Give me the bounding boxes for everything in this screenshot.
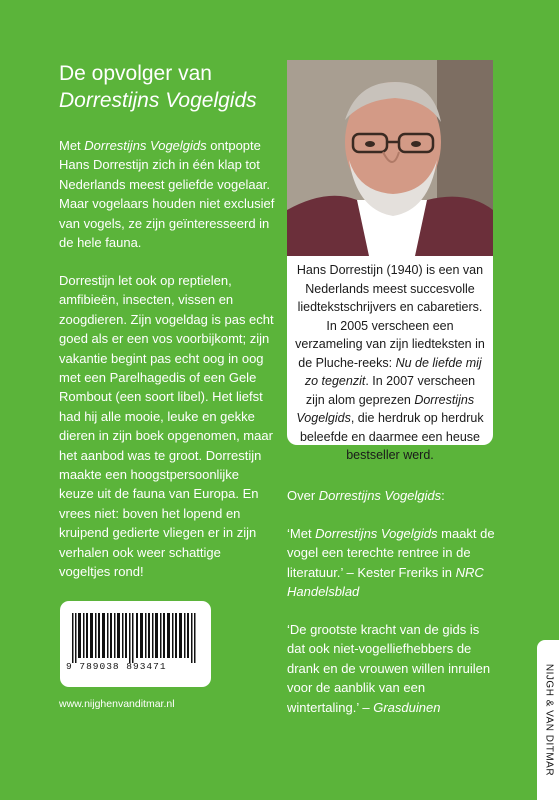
title-line-2: Dorrestijns Vogelgids	[59, 89, 257, 112]
back-cover-title	[59, 60, 279, 114]
over-italic: Dorrestijns Vogelgids	[318, 488, 442, 503]
quote1-source: NRC Handelsblad	[287, 564, 484, 600]
intro-p1-italic: Dorrestijns Vogelgids	[84, 138, 207, 153]
author-portrait-icon	[287, 60, 493, 256]
quote1-text-b: maakt de vogel een terechte rentree in de literatuur.’ – Kester Freriks in	[287, 526, 495, 580]
intro-p1-text-a: Met	[59, 138, 85, 153]
publisher-name: NIJGH & VAN DITMAR	[543, 663, 555, 777]
reviews-heading	[287, 486, 507, 505]
barcode-box	[60, 601, 211, 687]
intro-p1-text-b: ontpopte Hans Dorrestijn zich in één klap tot Nederlands meest geliefde vogelaar. Maar vogelaars houden niet exclusief van vogels, ze zijn geïnteresseerd in de hele fauna.	[59, 138, 275, 251]
intro-paragraph-2: Dorrestijn let ook op reptielen, amfibieën, insecten, vissen en zoogdieren. Zijn vogeldag is pas echt goed als er een vos voorbijkomt; zijn vakantie begint pas echt oog in oog met een Parelhagedis of een Gele Rombout (een soort libel). Het liefst had hij alle mooie, leuke en gekke dieren in zijn boek opgenomen, maar het aanbod was te groot. Dorrestijn maakte een hoogstpersoonlijke keuze uit de fauna van Europa. En vrees niet: boven het lopend en kruipend gedierte vliegen er in zijn verhalen ook weer schattige vogeltjes rond!	[59, 273, 274, 580]
caption-text-a: Hans Dorrestijn (1940) is een van Nederlands meest succesvolle liedtekstschrijvers en cabaretiers. In 2005 verscheen een verzameling van zijn liedteksten in de Pluche-reeks:	[295, 263, 485, 370]
over-prefix: Over	[287, 488, 319, 503]
author-card	[287, 60, 493, 462]
quote1-text-a: ‘Met	[287, 526, 316, 541]
quote2-source: Grasduinen	[373, 699, 441, 715]
isbn-number: 9 789038 893471	[66, 661, 167, 672]
quote2-text-a: ‘De grootste kracht van de gids is dat ook niet-vogelliefhebbers de drank en de vrouwen willen inruilen voor de aanblik van een wintertaling.’ –	[287, 622, 491, 715]
caption-text-b: . In 2007 verscheen zijn alom geprezen	[305, 374, 476, 407]
review-quote-1	[287, 524, 497, 602]
caption-italic-2: Dorrestijns Vogelgids	[296, 392, 475, 425]
author-photo	[287, 60, 493, 256]
review-quote-2	[287, 620, 497, 717]
author-caption	[295, 261, 485, 465]
title-line-1: De opvolger van	[59, 62, 212, 85]
publisher-website[interactable]: www.nijghenvanditmar.nl	[59, 698, 175, 710]
caption-text-c: , die herdruk op herdruk beleefde en daarmee een heuse bestseller werd.	[299, 411, 484, 462]
quote1-italic: Dorrestijns Vogelgids	[315, 526, 438, 541]
caption-italic-1: Nu de liefde mij zo tegenzit	[304, 355, 482, 388]
barcode-icon	[72, 613, 199, 663]
intro-paragraph-1	[59, 136, 275, 252]
over-suffix: :	[441, 488, 445, 503]
